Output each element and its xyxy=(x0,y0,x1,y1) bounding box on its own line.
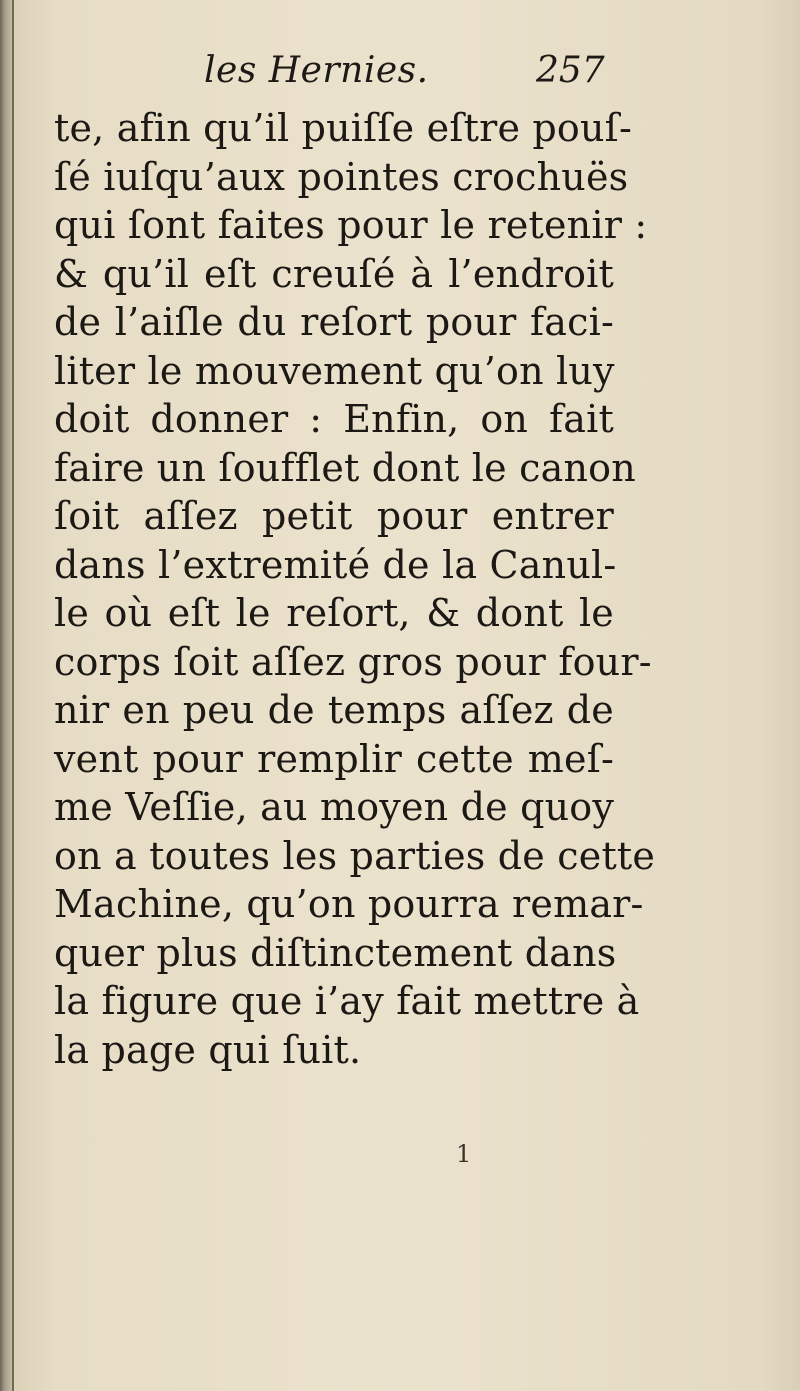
text-line: on a toutes les parties de cette xyxy=(54,833,656,878)
text-line: liter le mouvement qu’on luy xyxy=(54,348,615,393)
show-through-bleed xyxy=(40,1080,740,1340)
binding-line xyxy=(12,0,14,1391)
text-line: & qu’il eſt creuſé à l’endroit xyxy=(54,251,614,296)
text-line: Machine, qu’on pourra remar- xyxy=(54,882,644,926)
text-line: ſé iuſqu’aux pointes crochuës xyxy=(54,154,629,199)
text-line: vent pour remplir cette meſ- xyxy=(54,736,614,781)
running-title: les Hernies. xyxy=(204,50,429,91)
text-line: ſoit aſſez petit pour entrer xyxy=(54,494,614,538)
text-line: le où eſt le reſort, & dont le xyxy=(54,591,614,635)
text-line: te, afin qu’il puiſſe eſtre pouſ- xyxy=(54,106,632,150)
text-line: faire un ſoufflet dont le canon xyxy=(54,445,636,490)
page-header xyxy=(0,50,800,100)
text-line: qui ſont faites pour le retenir : xyxy=(54,203,648,247)
body-text xyxy=(54,104,656,1074)
text-line: doit donner : Enfin, on fait xyxy=(54,397,614,441)
text-line: nir en peu de temps aſſez de xyxy=(54,688,614,732)
text-line: corps ſoit aſſez gros pour four- xyxy=(54,639,652,684)
text-line: dans l’extremité de la Canul- xyxy=(54,542,617,587)
signature-mark: 1 xyxy=(456,1140,472,1168)
text-line: de l’aiſle du reſort pour faci- xyxy=(54,300,614,344)
text-line: me Veſſie, au moyen de quoy xyxy=(54,785,615,829)
text-line: la page qui ſuit. xyxy=(54,1027,362,1072)
page-number: 257 xyxy=(536,50,605,91)
text-line: quer plus diſtinctement dans xyxy=(54,930,617,975)
text-line: la figure que i’ay fait mettre à xyxy=(54,979,640,1023)
